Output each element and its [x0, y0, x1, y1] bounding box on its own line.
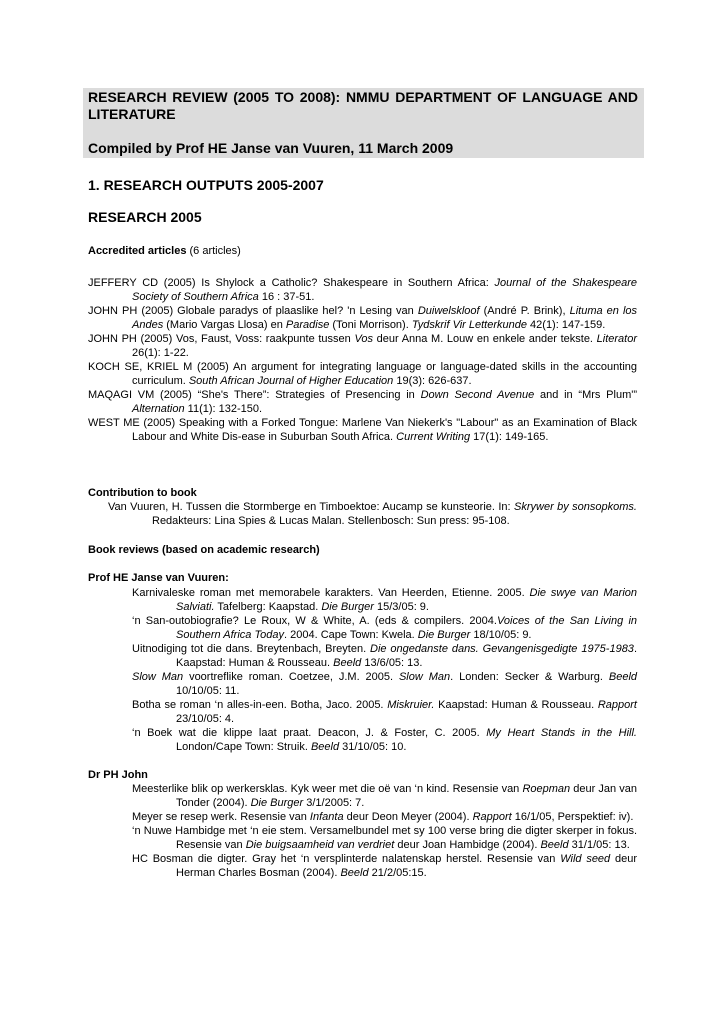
reference-text: 16/1/05, Perspektief: iv).: [511, 811, 634, 823]
italic-title-text: Down Second Avenue: [420, 389, 535, 401]
reference-text: JEFFERY CD (2005) Is Shylock a Catholic? Shakespeare in Southern Africa:: [88, 277, 495, 289]
reference-text: 3/1/2005: 7.: [303, 797, 365, 809]
reference-text: MAQAGI VM (2005) “She's There”: Strategies of Presencing in: [88, 389, 421, 401]
reviewer-2-heading: [88, 768, 148, 782]
reference-text: 16 : 37-51.: [258, 291, 315, 303]
italic-title-text: Beeld: [608, 671, 638, 683]
book-reviews-heading: [88, 543, 320, 557]
reference-text: deur Joan Hambidge (2004).: [394, 839, 541, 851]
reference-entry: [132, 810, 637, 824]
italic-title-text: Rapport: [472, 811, 512, 823]
reference-text: . 2004. Cape Town: Kwela.: [284, 629, 418, 641]
reference-entry: [88, 388, 637, 416]
italic-title-text: Skrywer by sonsopkoms.: [514, 501, 637, 513]
reference-text: ‘n Nuwe Hambidge met ‘n eie stem. Versamelbundel met sy 100 verse bring die digter skerper in fokus. Resensie van: [132, 825, 637, 851]
italic-title-text: Slow Man: [398, 671, 451, 683]
reviewer-2-name: Dr PH John: [88, 769, 148, 781]
reference-entry: [132, 824, 637, 852]
document-title: RESEARCH REVIEW (2005 TO 2008): NMMU DEPARTMENT OF LANGUAGE AND LITERATURE: [88, 89, 638, 122]
italic-title-text: Beeld: [540, 839, 569, 851]
reviewer-1-heading: [88, 571, 229, 585]
italic-title-text: Beeld: [310, 741, 340, 753]
italic-title-text: Die swye van Marion Salviati.: [176, 587, 638, 613]
reference-entry: [132, 698, 637, 726]
reference-entry: [88, 304, 638, 332]
reference-text: HC Bosman die digter. Gray het ‘n versplinterde nalatenskap herstel. Resensie van: [132, 853, 561, 865]
italic-title-text: Rapport: [597, 699, 637, 711]
reference-text: JOHN PH (2005) Globale paradys of plaaslike hel? 'n Lesing van: [88, 305, 418, 317]
reference-text: (Mario Vargas Llosa) en: [163, 319, 286, 331]
contribution-list: [0, 500, 725, 528]
section-heading: 1. RESEARCH OUTPUTS 2005-2007: [88, 177, 324, 193]
reference-text: 15/3/05: 9.: [373, 601, 429, 613]
reference-text: deur Deon Meyer (2004).: [343, 811, 473, 823]
reference-text: 17(1): 149-165.: [470, 431, 549, 443]
reference-text: deur Herman Charles Bosman (2004).: [176, 853, 637, 879]
italic-title-text: Wild seed: [560, 853, 611, 865]
italic-title-text: Tydskrif Vir Letterkunde: [411, 319, 527, 331]
reference-entry: [88, 332, 637, 360]
contribution-entries: [0, 500, 725, 528]
year-heading: RESEARCH 2005: [88, 209, 202, 225]
italic-title-text: Roepman: [522, 783, 571, 795]
reference-text: Van Vuuren, H. Tussen die Stormberge en Timboektoe: Aucamp se kunsteorie. In:: [108, 501, 515, 513]
contribution-heading: [88, 486, 197, 500]
accredited-articles-list: [0, 276, 725, 444]
italic-title-text: Die Burger: [417, 629, 471, 641]
reference-text: ‘n San-outobiografie? Le Roux, W & White, A. (eds & compilers. 2004.: [132, 615, 497, 627]
italic-title-text: Infanta: [309, 811, 344, 823]
italic-title-text: Beeld: [340, 867, 369, 879]
reference-text: 18/10/05: 9.: [470, 629, 532, 641]
reference-text: WEST ME (2005) Speaking with a Forked Tongue: Marlene Van Niekerk's "Labour" as an Examination of Black Labour and White Dis-ease in Suburban South Africa.: [88, 417, 637, 443]
italic-title-text: Beeld: [333, 657, 362, 669]
accredited-heading: [88, 244, 241, 258]
reference-entry: [132, 852, 637, 880]
reference-text: 42(1): 147-159.: [526, 319, 606, 331]
reference-text: 31/10/05: 10.: [339, 741, 407, 753]
reference-text: Meesterlike blik op werkersklas. Kyk weer met die oë van ‘n kind. Resensie van: [132, 783, 523, 795]
italic-title-text: Paradise: [285, 319, 330, 331]
reference-text: (André P. Brink),: [479, 305, 570, 317]
book-reviews-label: Book reviews (based on academic research): [88, 544, 320, 556]
reference-text: JOHN PH (2005) Vos, Faust, Voss: raakpunte tussen: [88, 333, 355, 345]
italic-title-text: Journal of the Shakespeare Society of Southern Africa: [132, 277, 637, 303]
compiled-by-line: Compiled by Prof HE Janse van Vuuren, 11 March 2009: [88, 140, 454, 156]
italic-title-text: South African Journal of Higher Education: [188, 375, 394, 387]
reference-text: 21/2/05:15.: [368, 867, 427, 879]
reference-text: ‘n Boek wat die klippe laat praat. Deacon, J. & Foster, C. 2005.: [132, 727, 487, 739]
reference-text: Redakteurs: Lina Spies & Lucas Malan. Stellenbosch: Sun press: 95-108.: [152, 515, 510, 527]
italic-title-text: Die Burger: [250, 797, 304, 809]
reference-entry: [132, 726, 637, 754]
italic-title-text: Slow Man: [132, 671, 184, 683]
reference-text: London/Cape Town: Struik.: [176, 741, 311, 753]
reviewer-2-entries: [0, 782, 725, 880]
reference-entry: [88, 276, 637, 304]
reference-text: . Kaapstad: Human & Rousseau.: [176, 643, 637, 669]
italic-title-text: Lituma en los Andes: [132, 305, 638, 331]
reference-text: 11(1): 132-150.: [184, 403, 263, 415]
reference-text: Meyer se resep werk. Resensie van: [132, 811, 310, 823]
reference-entry: [132, 782, 638, 810]
reference-text: (Toni Morrison).: [329, 319, 412, 331]
reference-text: deur Anna M. Louw en enkele ander tekste.: [372, 333, 597, 345]
italic-title-text: Vos: [354, 333, 373, 345]
italic-title-text: Miskruier.: [387, 699, 435, 711]
reference-text: Karnivaleske roman met memorabele karakters. Van Heerden, Etienne. 2005.: [132, 587, 530, 599]
reference-entry: [132, 586, 638, 614]
italic-title-text: Current Writing: [396, 431, 471, 443]
reference-text: voortreflike roman. Coetzee, J.M. 2005.: [183, 671, 399, 683]
reviewer-1-entries: [0, 586, 725, 754]
italic-title-text: Die buigsaamheid van verdriet: [245, 839, 395, 851]
reference-text: Botha se roman ‘n alles-in-een. Botha, Jaco. 2005.: [132, 699, 388, 711]
reviewer-1-name: Prof HE Janse van Vuuren:: [88, 572, 229, 584]
italic-title-text: Alternation: [132, 403, 185, 415]
accredited-count: (6 articles): [186, 245, 241, 257]
reviewer-2-list: [0, 782, 725, 880]
reference-text: . Londen: Secker & Warburg.: [450, 671, 609, 683]
accredited-label: Accredited articles: [88, 245, 187, 257]
italic-title-text: Die Burger: [321, 601, 374, 613]
reference-text: 26(1): 1-22.: [132, 347, 189, 359]
reference-text: 31/1/05: 13.: [568, 839, 630, 851]
italic-title-text: Duiwelskloof: [417, 305, 480, 317]
contribution-label: Contribution to book: [88, 487, 197, 499]
reference-entry: [108, 500, 637, 528]
reference-entry: [132, 670, 638, 698]
reference-text: KOCH SE, KRIEL M (2005) An argument for integrating language or language-dated skills in the accounting curriculum.: [88, 361, 637, 387]
reference-text: Tafelberg: Kaapstad.: [214, 601, 322, 613]
reference-entry: [132, 642, 637, 670]
reference-entry: [132, 614, 638, 642]
reference-text: Kaapstad: Human & Rousseau.: [434, 699, 598, 711]
reference-text: 23/10/05: 4.: [176, 713, 235, 725]
italic-title-text: Literator: [596, 333, 637, 345]
italic-title-text: Voices of the San Living in Southern Africa Today: [176, 615, 638, 641]
reference-entry: [88, 360, 637, 388]
reference-text: and in “Mrs Plum'”: [534, 389, 637, 401]
reference-text: 19(3): 626-637.: [393, 375, 472, 387]
italic-title-text: Die ongedanste dans. Gevangenisgedigte 1975-1983: [370, 643, 634, 655]
reference-text: 10/10/05: 11.: [176, 685, 240, 697]
reference-text: deur Jan van Tonder (2004).: [176, 783, 638, 809]
italic-title-text: My Heart Stands in the Hill.: [486, 727, 637, 739]
reference-text: 13/6/05: 13.: [361, 657, 423, 669]
reviewer-1-list: [0, 586, 725, 754]
reference-text: Uitnodiging tot die dans. Breytenbach, Breyten.: [132, 643, 371, 655]
reference-entry: [88, 416, 637, 444]
accredited-entries: [0, 276, 725, 444]
